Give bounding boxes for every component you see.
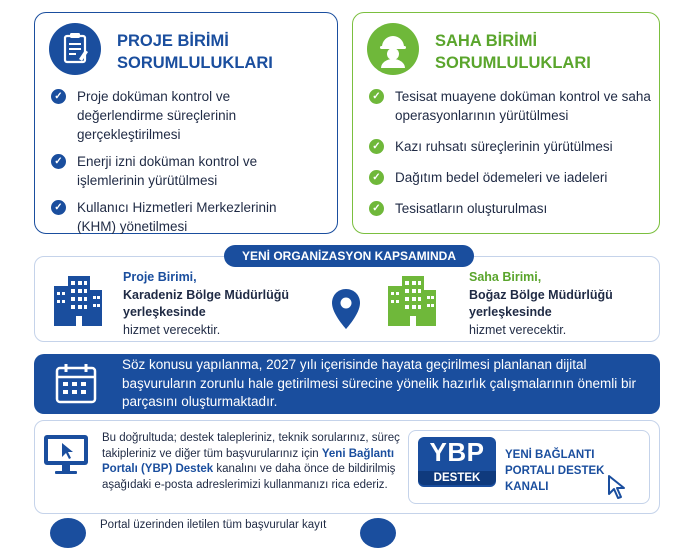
bottom-left-text: Portal üzerinden iletilen tüm başvurular kayıt	[100, 519, 327, 531]
check-icon: ✓	[51, 89, 66, 104]
list-item: ✓ Kazı ruhsatı süreçlerinin yürütülmesi	[369, 137, 665, 156]
clipboard-icon	[50, 518, 86, 548]
proje-title-line1: PROJE BİRİMİ	[117, 32, 229, 50]
check-icon: ✓	[369, 201, 384, 216]
check-icon: ✓	[369, 170, 384, 185]
clipboard-icon	[49, 23, 101, 75]
calendar-icon	[54, 361, 98, 410]
proje-responsibility-list	[51, 87, 327, 236]
list-item: ✓ Kullanıcı Hizmetleri Merkezlerinin (KHM) yönetilmesi	[51, 198, 317, 236]
saha-responsibility-list	[369, 87, 649, 218]
support-text: Bu doğrultuda; destek talepleriniz, teknik sorularınız, süreç takipleriniz ve diğer tüm başvurularınız için Yeni Bağlantı Portalı (YBP) Destek kanalını ve daha önce de bildirilmiş aşağıdaki e-posta adreslerimizi kullanmanızı rica ederiz.	[102, 432, 400, 491]
monitor-icon	[42, 433, 90, 482]
info-icon	[360, 518, 396, 548]
check-icon: ✓	[369, 139, 384, 154]
list-item: ✓ Enerji izni doküman kontrol ve işlemlerinin yürütülmesi	[51, 152, 287, 190]
saha-card-title	[435, 30, 591, 74]
ybp-logo[interactable]: YBP DESTEK	[418, 437, 496, 487]
check-icon: ✓	[369, 89, 384, 104]
list-item: ✓ Tesisat muayene doküman kontrol ve saha operasyonlarının yürütülmesi	[369, 87, 657, 125]
location-pin-icon	[331, 288, 361, 335]
saha-location-text: Saha Birimi, Boğaz Bölge Müdürlüğü yerleşkesinde hizmet verecektir.	[469, 270, 613, 337]
saha-title-line2: SORUMLULUKLARI	[435, 54, 591, 72]
proje-birimi-card	[34, 12, 338, 234]
list-item: ✓ Dağıtım bedel ödemeleri ve iadeleri	[369, 168, 665, 187]
check-icon: ✓	[51, 154, 66, 169]
building-icon	[384, 272, 440, 333]
organization-heading: YENİ ORGANİZASYON KAPSAMINDA	[224, 245, 474, 267]
list-item: ✓ Proje doküman kontrol ve değerlendirme süreçlerinin gerçekleştirilmesi	[51, 87, 287, 144]
saha-title-line1: SAHA BİRİMİ	[435, 32, 538, 50]
cursor-icon	[606, 474, 632, 505]
worker-icon	[367, 23, 419, 75]
list-item: ✓ Tesisatların oluşturulması	[369, 199, 665, 218]
band-text: Söz konusu yapılanma, 2027 yılı içerisinde hayata geçirilmesi planlanan dijital başvuruların zorunlu hale getirilmesi sürecine yönelik hazırlık çalışmalarının önemli bir parçasını oluşturmaktadır.	[122, 357, 636, 409]
check-icon: ✓	[51, 200, 66, 215]
building-icon	[50, 272, 106, 333]
ybp-channel-title[interactable]: YENİ BAĞLANTI PORTALI DESTEK KANALI	[505, 449, 605, 493]
proje-location-text: Proje Birimi, Karadeniz Bölge Müdürlüğü yerleşkesinde hizmet verecektir.	[123, 270, 289, 337]
proje-card-title	[117, 30, 273, 74]
proje-title-line2: SORUMLULUKLARI	[117, 54, 273, 72]
saha-birimi-card	[352, 12, 660, 234]
